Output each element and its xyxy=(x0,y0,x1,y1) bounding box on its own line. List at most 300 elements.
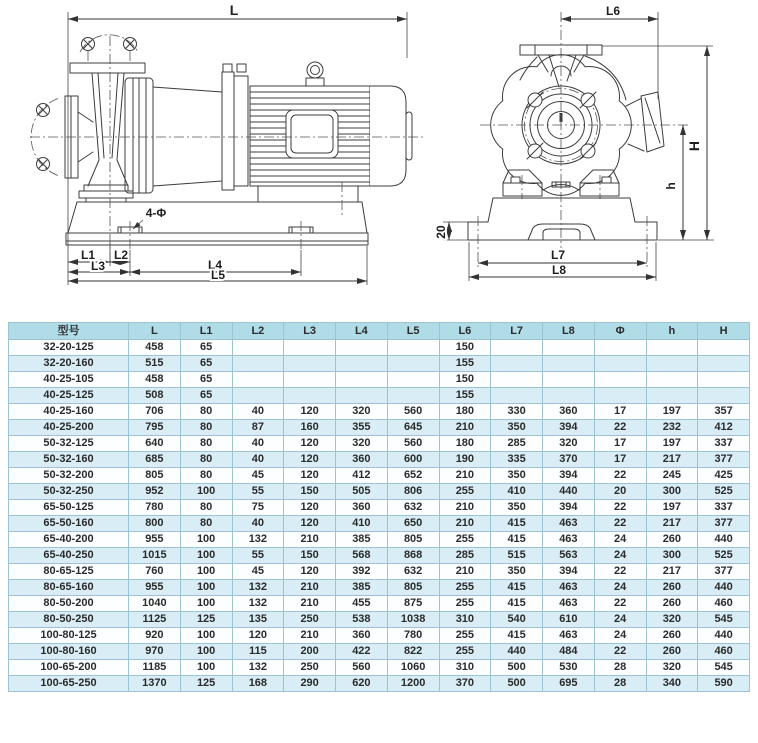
value-cell: 360 xyxy=(336,628,388,644)
model-cell: 80-65-125 xyxy=(9,564,129,580)
value-cell: 806 xyxy=(387,484,439,500)
table-row xyxy=(9,596,750,612)
model-cell: 100-80-160 xyxy=(9,644,129,660)
value-cell: 210 xyxy=(439,500,491,516)
value-cell: 40 xyxy=(232,452,284,468)
value-cell: 22 xyxy=(594,564,646,580)
base-side xyxy=(66,182,368,250)
value-cell xyxy=(543,372,595,388)
model-cell: 100-65-200 xyxy=(9,660,129,676)
value-cell: 255 xyxy=(439,628,491,644)
motor-end-cap xyxy=(370,86,406,186)
value-cell: 392 xyxy=(336,564,388,580)
dim-label-L5: L5 xyxy=(210,268,226,282)
value-cell: 640 xyxy=(129,436,181,452)
value-cell: 650 xyxy=(387,516,439,532)
column-header: h xyxy=(646,323,698,340)
value-cell: 80 xyxy=(180,436,232,452)
value-cell: 645 xyxy=(387,420,439,436)
value-cell: 1060 xyxy=(387,660,439,676)
column-header: L6 xyxy=(439,323,491,340)
model-cell: 80-65-160 xyxy=(9,580,129,596)
value-cell: 260 xyxy=(646,628,698,644)
value-cell: 155 xyxy=(439,388,491,404)
table-row xyxy=(9,356,750,372)
value-cell: 22 xyxy=(594,644,646,660)
table-row xyxy=(9,580,750,596)
value-cell: 1125 xyxy=(129,612,181,628)
value-cell: 310 xyxy=(439,612,491,628)
value-cell: 22 xyxy=(594,516,646,532)
terminal-box xyxy=(286,110,338,158)
table-row xyxy=(9,516,750,532)
value-cell: 463 xyxy=(543,628,595,644)
table-row xyxy=(9,564,750,580)
value-cell xyxy=(543,356,595,372)
value-cell: 385 xyxy=(336,580,388,596)
value-cell: 100 xyxy=(180,532,232,548)
value-cell: 335 xyxy=(491,452,543,468)
dim-label-L8: L8 xyxy=(551,263,567,277)
value-cell xyxy=(491,372,543,388)
model-cell: 40-25-160 xyxy=(9,404,129,420)
model-cell: 50-32-200 xyxy=(9,468,129,484)
value-cell: 197 xyxy=(646,500,698,516)
value-cell: 217 xyxy=(646,564,698,580)
value-cell: 210 xyxy=(284,580,336,596)
value-cell: 150 xyxy=(284,484,336,500)
value-cell: 180 xyxy=(439,436,491,452)
table-row xyxy=(9,644,750,660)
value-cell: 20 xyxy=(594,484,646,500)
value-cell: 800 xyxy=(129,516,181,532)
value-cell: 568 xyxy=(336,548,388,564)
value-cell: 780 xyxy=(387,628,439,644)
value-cell: 320 xyxy=(646,612,698,628)
value-cell: 80 xyxy=(180,420,232,436)
value-cell: 440 xyxy=(698,580,750,596)
table-row xyxy=(9,676,750,692)
value-cell: 255 xyxy=(439,532,491,548)
pump-front-view xyxy=(434,4,714,281)
value-cell: 150 xyxy=(284,548,336,564)
value-cell: 695 xyxy=(543,676,595,692)
dim-label-L6: L6 xyxy=(605,4,621,18)
value-cell: 100 xyxy=(180,548,232,564)
column-header: L7 xyxy=(491,323,543,340)
value-cell: 45 xyxy=(232,468,284,484)
value-cell: 1038 xyxy=(387,612,439,628)
value-cell xyxy=(284,340,336,356)
value-cell: 410 xyxy=(336,516,388,532)
model-cell: 80-50-200 xyxy=(9,596,129,612)
value-cell: 463 xyxy=(543,580,595,596)
value-cell: 515 xyxy=(129,356,181,372)
value-cell: 370 xyxy=(439,676,491,692)
value-cell: 24 xyxy=(594,580,646,596)
value-cell: 120 xyxy=(284,404,336,420)
value-cell: 412 xyxy=(336,468,388,484)
value-cell: 80 xyxy=(180,404,232,420)
value-cell xyxy=(698,388,750,404)
value-cell: 822 xyxy=(387,644,439,660)
value-cell: 285 xyxy=(491,436,543,452)
value-cell: 360 xyxy=(336,452,388,468)
value-cell xyxy=(698,356,750,372)
value-cell: 632 xyxy=(387,500,439,516)
value-cell: 525 xyxy=(698,484,750,500)
hole-callout-label: 4-Φ xyxy=(145,206,167,220)
value-cell: 125 xyxy=(180,612,232,628)
value-cell: 250 xyxy=(284,612,336,628)
value-cell: 260 xyxy=(646,596,698,612)
table-row xyxy=(9,500,750,516)
dim-label-L7: L7 xyxy=(550,248,566,262)
value-cell xyxy=(594,356,646,372)
value-cell: 17 xyxy=(594,404,646,420)
column-header: L3 xyxy=(284,323,336,340)
dim-label-H: H xyxy=(686,140,702,152)
value-cell: 24 xyxy=(594,548,646,564)
value-cell: 652 xyxy=(387,468,439,484)
value-cell: 17 xyxy=(594,452,646,468)
column-header: L4 xyxy=(336,323,388,340)
value-cell: 590 xyxy=(698,676,750,692)
value-cell: 415 xyxy=(491,596,543,612)
value-cell: 440 xyxy=(698,628,750,644)
value-cell xyxy=(646,340,698,356)
value-cell xyxy=(646,356,698,372)
value-cell: 80 xyxy=(180,468,232,484)
table-header-row xyxy=(9,323,750,340)
value-cell: 600 xyxy=(387,452,439,468)
model-cell: 40-25-200 xyxy=(9,420,129,436)
value-cell: 337 xyxy=(698,500,750,516)
table-row xyxy=(9,468,750,484)
value-cell: 125 xyxy=(180,676,232,692)
value-cell: 28 xyxy=(594,660,646,676)
value-cell: 463 xyxy=(543,516,595,532)
value-cell: 260 xyxy=(646,532,698,548)
pump-side-view xyxy=(30,2,425,285)
value-cell: 463 xyxy=(543,532,595,548)
model-cell: 65-40-250 xyxy=(9,548,129,564)
value-cell: 360 xyxy=(543,404,595,420)
dim-label-base-height: 20 xyxy=(434,225,448,239)
column-header: Φ xyxy=(594,323,646,340)
value-cell: 455 xyxy=(336,596,388,612)
value-cell: 190 xyxy=(439,452,491,468)
value-cell: 620 xyxy=(336,676,388,692)
value-cell: 17 xyxy=(594,436,646,452)
value-cell: 560 xyxy=(387,436,439,452)
value-cell: 463 xyxy=(543,596,595,612)
value-cell: 100 xyxy=(180,484,232,500)
value-cell xyxy=(646,372,698,388)
value-cell: 210 xyxy=(284,596,336,612)
value-cell: 200 xyxy=(284,644,336,660)
value-cell: 132 xyxy=(232,532,284,548)
value-cell: 350 xyxy=(491,468,543,484)
value-cell: 40 xyxy=(232,436,284,452)
value-cell: 210 xyxy=(439,420,491,436)
value-cell: 100 xyxy=(180,580,232,596)
value-cell: 22 xyxy=(594,468,646,484)
value-cell: 22 xyxy=(594,500,646,516)
value-cell xyxy=(232,372,284,388)
value-cell: 260 xyxy=(646,580,698,596)
dimension-table xyxy=(8,322,750,692)
column-header: L xyxy=(129,323,181,340)
value-cell xyxy=(387,372,439,388)
value-cell: 780 xyxy=(129,500,181,516)
value-cell: 135 xyxy=(232,612,284,628)
model-cell: 32-20-125 xyxy=(9,340,129,356)
pump-dimension-diagram xyxy=(0,0,758,318)
value-cell: 350 xyxy=(491,564,543,580)
value-cell: 120 xyxy=(284,564,336,580)
value-cell: 232 xyxy=(646,420,698,436)
table-row xyxy=(9,484,750,500)
value-cell xyxy=(594,388,646,404)
value-cell: 545 xyxy=(698,660,750,676)
value-cell: 24 xyxy=(594,628,646,644)
value-cell: 320 xyxy=(336,436,388,452)
value-cell: 805 xyxy=(387,532,439,548)
value-cell: 560 xyxy=(387,404,439,420)
value-cell: 1185 xyxy=(129,660,181,676)
value-cell: 610 xyxy=(543,612,595,628)
value-cell: 100 xyxy=(180,628,232,644)
value-cell: 955 xyxy=(129,580,181,596)
value-cell xyxy=(232,356,284,372)
value-cell: 80 xyxy=(180,516,232,532)
value-cell xyxy=(284,372,336,388)
value-cell: 120 xyxy=(232,628,284,644)
value-cell: 415 xyxy=(491,516,543,532)
value-cell: 210 xyxy=(439,516,491,532)
value-cell: 425 xyxy=(698,468,750,484)
value-cell: 132 xyxy=(232,660,284,676)
value-cell: 350 xyxy=(491,420,543,436)
value-cell: 500 xyxy=(491,676,543,692)
value-cell: 55 xyxy=(232,484,284,500)
value-cell: 412 xyxy=(698,420,750,436)
value-cell: 394 xyxy=(543,564,595,580)
value-cell: 350 xyxy=(491,500,543,516)
value-cell: 357 xyxy=(698,404,750,420)
value-cell: 260 xyxy=(646,644,698,660)
value-cell: 217 xyxy=(646,452,698,468)
value-cell: 1200 xyxy=(387,676,439,692)
value-cell: 805 xyxy=(129,468,181,484)
value-cell: 805 xyxy=(387,580,439,596)
model-cell: 80-50-250 xyxy=(9,612,129,628)
value-cell xyxy=(232,388,284,404)
model-cell: 50-32-250 xyxy=(9,484,129,500)
value-cell: 150 xyxy=(439,340,491,356)
dim-label-L2: L2 xyxy=(113,248,129,262)
value-cell: 530 xyxy=(543,660,595,676)
value-cell: 210 xyxy=(439,564,491,580)
value-cell: 87 xyxy=(232,420,284,436)
value-cell: 132 xyxy=(232,596,284,612)
value-cell xyxy=(284,388,336,404)
value-cell: 155 xyxy=(439,356,491,372)
value-cell: 80 xyxy=(180,500,232,516)
value-cell: 22 xyxy=(594,596,646,612)
column-header: L1 xyxy=(180,323,232,340)
column-header: H xyxy=(698,323,750,340)
value-cell: 355 xyxy=(336,420,388,436)
value-cell: 65 xyxy=(180,388,232,404)
value-cell: 290 xyxy=(284,676,336,692)
value-cell xyxy=(543,388,595,404)
base-front xyxy=(468,198,657,240)
value-cell: 255 xyxy=(439,644,491,660)
value-cell: 197 xyxy=(646,404,698,420)
value-cell: 120 xyxy=(284,452,336,468)
table-row xyxy=(9,340,750,356)
value-cell: 168 xyxy=(232,676,284,692)
value-cell: 180 xyxy=(439,404,491,420)
value-cell: 65 xyxy=(180,356,232,372)
value-cell xyxy=(336,372,388,388)
value-cell: 55 xyxy=(232,548,284,564)
value-cell: 370 xyxy=(543,452,595,468)
value-cell: 80 xyxy=(180,452,232,468)
value-cell: 632 xyxy=(387,564,439,580)
value-cell: 100 xyxy=(180,596,232,612)
value-cell: 394 xyxy=(543,468,595,484)
model-cell: 100-80-125 xyxy=(9,628,129,644)
value-cell: 920 xyxy=(129,628,181,644)
table-row xyxy=(9,532,750,548)
value-cell: 115 xyxy=(232,644,284,660)
value-cell xyxy=(491,340,543,356)
table-row xyxy=(9,420,750,436)
value-cell: 255 xyxy=(439,596,491,612)
value-cell: 460 xyxy=(698,644,750,660)
value-cell: 440 xyxy=(698,532,750,548)
value-cell xyxy=(698,340,750,356)
value-cell xyxy=(387,388,439,404)
value-cell: 245 xyxy=(646,468,698,484)
value-cell: 415 xyxy=(491,580,543,596)
model-cell: 50-32-160 xyxy=(9,452,129,468)
value-cell xyxy=(491,356,543,372)
value-cell: 24 xyxy=(594,612,646,628)
value-cell: 250 xyxy=(284,660,336,676)
value-cell: 875 xyxy=(387,596,439,612)
table-row xyxy=(9,660,750,676)
value-cell: 500 xyxy=(491,660,543,676)
dim-label-L1: L1 xyxy=(80,248,96,262)
value-cell: 1040 xyxy=(129,596,181,612)
value-cell: 45 xyxy=(232,564,284,580)
model-cell: 65-50-125 xyxy=(9,500,129,516)
value-cell xyxy=(232,340,284,356)
column-header: 型号 xyxy=(9,323,129,340)
value-cell: 285 xyxy=(439,548,491,564)
value-cell: 340 xyxy=(646,676,698,692)
lifting-eyebolt xyxy=(306,62,324,86)
value-cell: 394 xyxy=(543,420,595,436)
value-cell: 320 xyxy=(646,660,698,676)
value-cell: 40 xyxy=(232,516,284,532)
table-row xyxy=(9,372,750,388)
value-cell: 28 xyxy=(594,676,646,692)
value-cell: 970 xyxy=(129,644,181,660)
value-cell: 440 xyxy=(543,484,595,500)
model-cell: 32-20-160 xyxy=(9,356,129,372)
value-cell xyxy=(336,388,388,404)
column-header: L5 xyxy=(387,323,439,340)
value-cell: 868 xyxy=(387,548,439,564)
value-cell xyxy=(336,340,388,356)
table-row xyxy=(9,612,750,628)
value-cell: 255 xyxy=(439,580,491,596)
value-cell: 255 xyxy=(439,484,491,500)
value-cell: 150 xyxy=(439,372,491,388)
value-cell: 955 xyxy=(129,532,181,548)
dim-label-L: L xyxy=(229,2,239,18)
pump-drawing-svg xyxy=(0,0,758,318)
value-cell: 210 xyxy=(439,468,491,484)
table-body xyxy=(9,340,750,692)
dim-label-L4: L4 xyxy=(207,258,223,272)
value-cell: 415 xyxy=(491,628,543,644)
value-cell: 385 xyxy=(336,532,388,548)
value-cell: 100 xyxy=(180,660,232,676)
value-cell xyxy=(543,340,595,356)
value-cell: 40 xyxy=(232,404,284,420)
value-cell xyxy=(387,340,439,356)
value-cell xyxy=(594,340,646,356)
dim-label-L3: L3 xyxy=(90,259,106,273)
value-cell: 505 xyxy=(336,484,388,500)
value-cell: 210 xyxy=(284,628,336,644)
value-cell: 197 xyxy=(646,436,698,452)
value-cell: 458 xyxy=(129,372,181,388)
value-cell: 1015 xyxy=(129,548,181,564)
value-cell: 795 xyxy=(129,420,181,436)
value-cell: 545 xyxy=(698,612,750,628)
column-header: L2 xyxy=(232,323,284,340)
table-row xyxy=(9,388,750,404)
value-cell: 300 xyxy=(646,548,698,564)
model-cell: 40-25-105 xyxy=(9,372,129,388)
value-cell: 415 xyxy=(491,532,543,548)
value-cell: 217 xyxy=(646,516,698,532)
value-cell: 706 xyxy=(129,404,181,420)
value-cell: 320 xyxy=(336,404,388,420)
value-cell xyxy=(491,388,543,404)
value-cell xyxy=(387,356,439,372)
value-cell xyxy=(646,388,698,404)
value-cell xyxy=(284,356,336,372)
value-cell: 394 xyxy=(543,500,595,516)
value-cell: 120 xyxy=(284,468,336,484)
value-cell: 210 xyxy=(284,532,336,548)
value-cell: 377 xyxy=(698,452,750,468)
value-cell: 1370 xyxy=(129,676,181,692)
value-cell xyxy=(594,372,646,388)
value-cell: 525 xyxy=(698,548,750,564)
value-cell: 300 xyxy=(646,484,698,500)
value-cell: 120 xyxy=(284,500,336,516)
value-cell: 563 xyxy=(543,548,595,564)
